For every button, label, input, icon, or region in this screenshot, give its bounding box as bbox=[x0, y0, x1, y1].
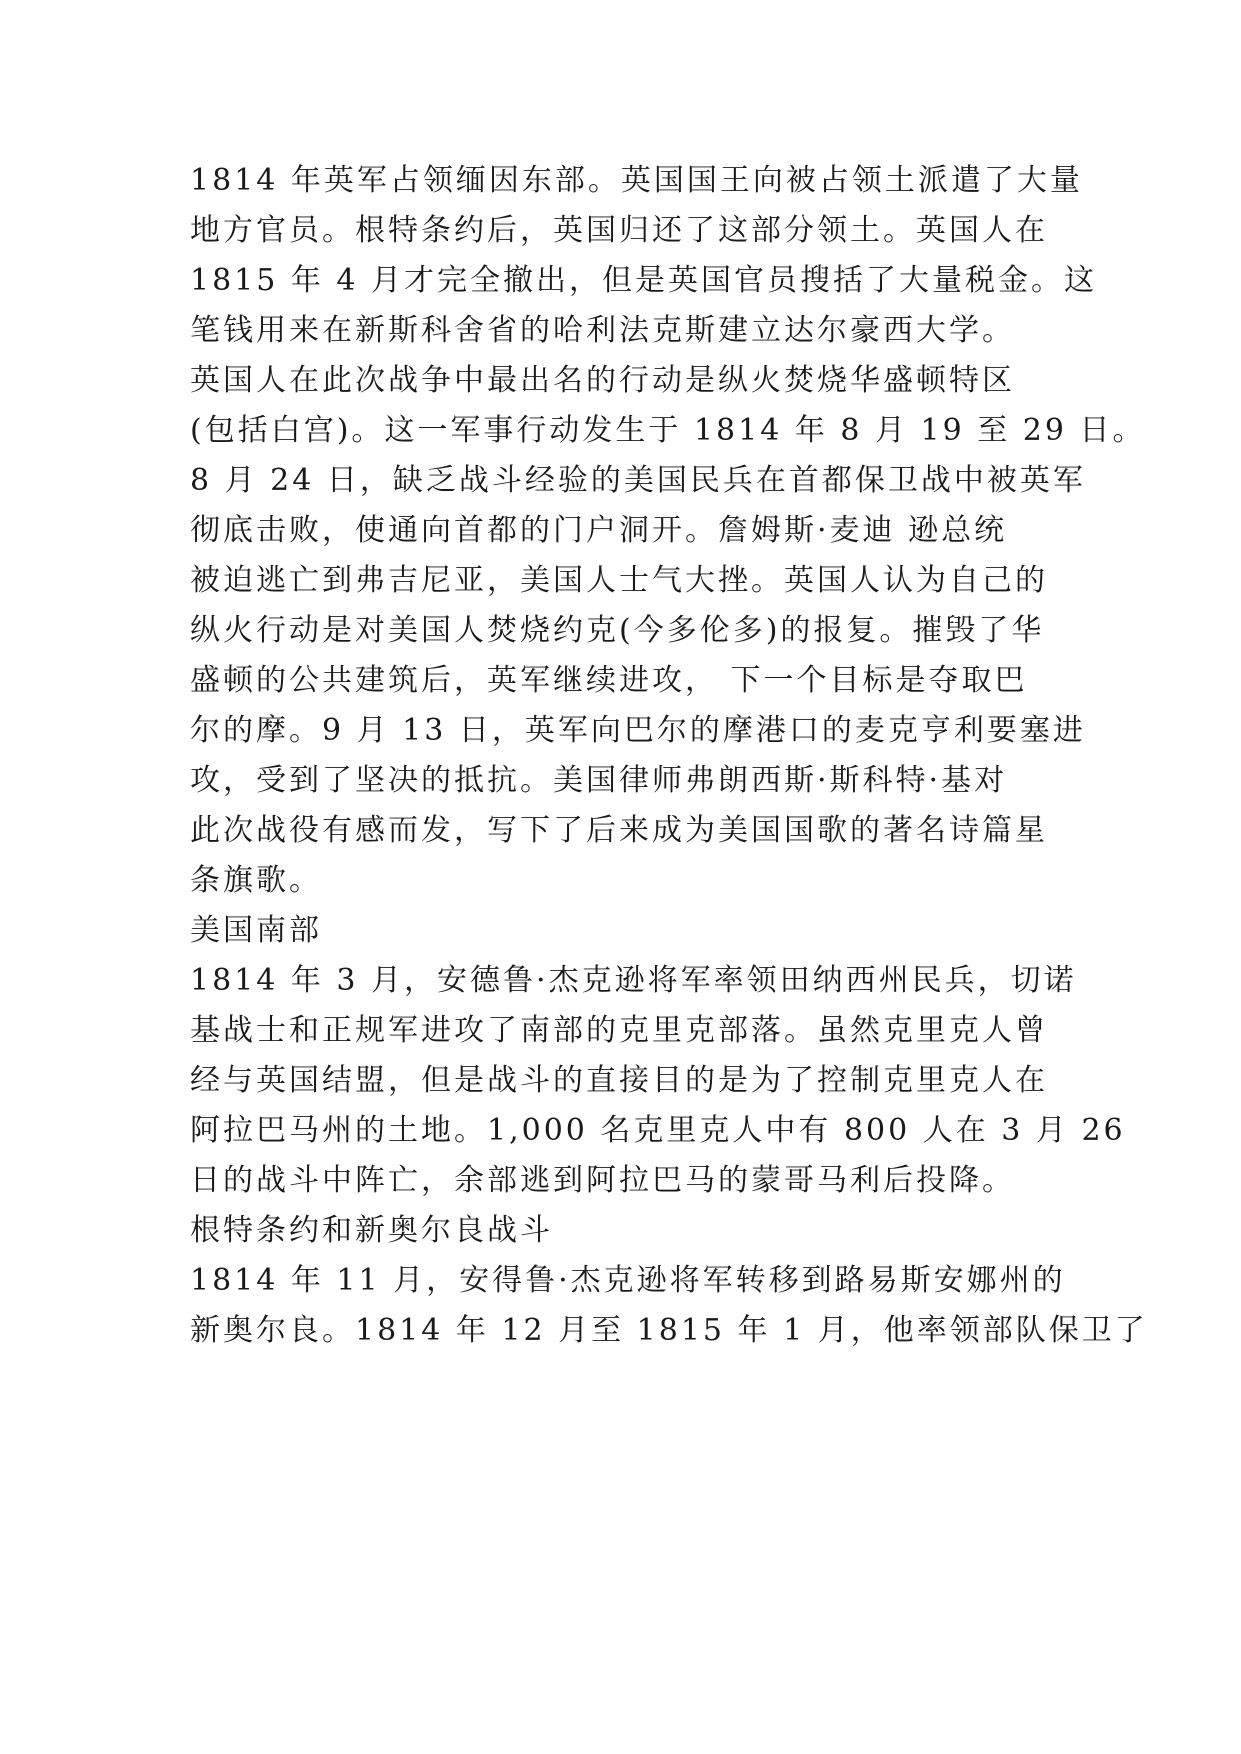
section-heading: 美国南部 bbox=[190, 913, 322, 948]
text-line: (包括白宫)。这一军事行动发生于 1814 年 8 月 19 至 29 日。 bbox=[190, 413, 1146, 448]
text-line: 尔的摩。9 月 13 日，英军向巴尔的摩港口的麦克亨利要塞进 bbox=[190, 713, 1086, 748]
document-page bbox=[190, 156, 1148, 1356]
text-line: 条旗歌。 bbox=[190, 863, 322, 898]
section-heading: 根特条约和新奥尔良战斗 bbox=[190, 1213, 553, 1248]
text-line: 地方官员。根特条约后，英国归还了这部分领土。英国人在 bbox=[190, 213, 1048, 248]
text-line: 基战士和正规军进攻了南部的克里克部落。虽然克里克人曾 bbox=[190, 1013, 1048, 1048]
text-line: 英国人在此次战争中最出名的行动是纵火焚烧华盛顿特区 bbox=[190, 363, 1015, 398]
text-line: 被迫逃亡到弗吉尼亚，美国人士气大挫。英国人认为自己的 bbox=[190, 563, 1048, 598]
text-line: 攻，受到了坚决的抵抗。美国律师弗朗西斯·斯科特·基对 bbox=[190, 763, 1008, 798]
text-line: 1814 年 11 月，安得鲁·杰克逊将军转移到路易斯安娜州的 bbox=[190, 1263, 1066, 1298]
text-line: 8 月 24 日，缺乏战斗经验的美国民兵在首都保卫战中被英军 bbox=[190, 463, 1086, 498]
text-line: 1814 年英军占领缅因东部。英国国王向被占领土派遣了大量 bbox=[190, 163, 1083, 198]
text-line: 纵火行动是对美国人焚烧约克(今多伦多)的报复。摧毁了华 bbox=[190, 613, 1045, 648]
text-line: 此次战役有感而发，写下了后来成为美国国歌的著名诗篇星 bbox=[190, 813, 1048, 848]
text-line: 盛顿的公共建筑后，英军继续进攻， 下一个目标是夺取巴 bbox=[190, 663, 1028, 698]
text-line: 1814 年 3 月，安德鲁·杰克逊将军率领田纳西州民兵，切诺 bbox=[190, 963, 1077, 998]
text-line: 笔钱用来在新斯科舍省的哈利法克斯建立达尔豪西大学。 bbox=[190, 313, 1015, 348]
text-line: 经与英国结盟，但是战斗的直接目的是为了控制克里克人在 bbox=[190, 1063, 1048, 1098]
text-line: 新奥尔良。1814 年 12 月至 1815 年 1 月，他率领部队保卫了 bbox=[190, 1313, 1148, 1348]
text-line: 阿拉巴马州的土地。1,000 名克里克人中有 800 人在 3 月 26 bbox=[190, 1113, 1126, 1148]
text-line: 彻底击败，使通向首都的门户洞开。詹姆斯·麦迪 逊总统 bbox=[190, 513, 1008, 548]
text-line: 1815 年 4 月才完全撤出，但是英国官员搜括了大量税金。这 bbox=[190, 263, 1098, 298]
text-line: 日的战斗中阵亡，余部逃到阿拉巴马的蒙哥马利后投降。 bbox=[190, 1163, 1015, 1198]
